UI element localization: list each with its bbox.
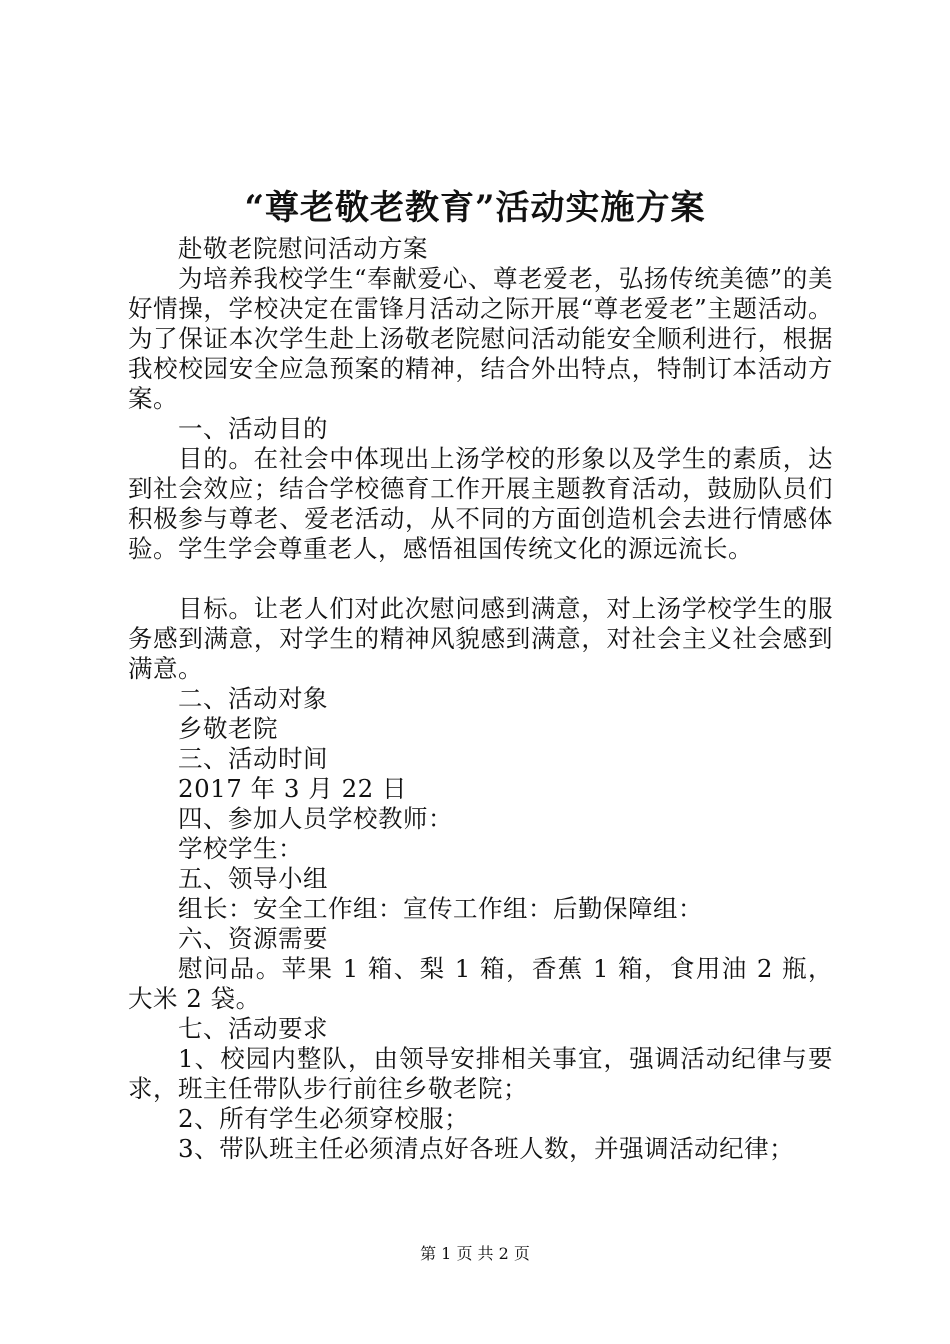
section-heading-target: 二、活动对象 <box>178 684 328 713</box>
section-heading-time: 三、活动时间 <box>178 744 328 773</box>
section-heading-resources: 六、资源需要 <box>178 924 328 953</box>
paragraph-leadership: 组长：安全工作组：宣传工作组：后勤保障组： <box>178 894 703 923</box>
page-footer: 第 1 页 共 2 页 <box>420 1244 530 1263</box>
paragraph-requirement-2: 2、所有学生必须穿校服； <box>178 1104 470 1133</box>
paragraph-target: 乡敬老院 <box>178 714 278 743</box>
paragraph-resources: 慰问品。苹果 1 箱、梨 1 箱，香蕉 1 箱，食用油 2 瓶，大米 2 袋。 <box>128 954 833 1013</box>
paragraph-subtitle: 赴敬老院慰问活动方案 <box>178 234 428 263</box>
paragraph-purpose: 目的。在社会中体现出上汤学校的形象以及学生的素质，达到社会效应；结合学校德育工作开展主题教育活动，鼓励队员们积极参与尊老、爱老活动，从不同的方面创造机会去进行情感体验。学生学会尊重老人，感悟祖国传统文化的源远流长。 <box>128 444 833 563</box>
paragraph-goal: 目标。让老人们对此次慰问感到满意，对上汤学校学生的服务感到满意，对学生的精神风貌感到满意，对社会主义社会感到满意。 <box>128 594 833 683</box>
section-heading-purpose: 一、活动目的 <box>178 414 328 443</box>
document-title: “尊老敬老教育”活动实施方案 <box>244 188 706 228</box>
section-heading-participants: 四、参加人员学校教师： <box>178 804 453 833</box>
paragraph-requirement-1: 1、校园内整队，由领导安排相关事宜，强调活动纪律与要求，班主任带队步行前往乡敬老院； <box>128 1044 833 1103</box>
document-body <box>128 234 833 1164</box>
paragraph-time: 2017 年 3 月 22 日 <box>178 774 408 803</box>
paragraph-participants-students: 学校学生： <box>178 834 303 863</box>
paragraph-intro: 为培养我校学生“奉献爱心、尊老爱老，弘扬传统美德”的美好情操，学校决定在雷锋月活动之际开展“尊老爱老”主题活动。为了保证本次学生赴上汤敬老院慰问活动能安全顺利进行，根据我校校园安全应急预案的精神，结合外出特点，特制订本活动方案。 <box>128 264 833 413</box>
paragraph-requirement-3: 3、带队班主任必须清点好各班人数，并强调活动纪律； <box>178 1134 795 1163</box>
section-heading-leadership: 五、领导小组 <box>178 864 328 893</box>
section-heading-requirements: 七、活动要求 <box>178 1014 328 1043</box>
